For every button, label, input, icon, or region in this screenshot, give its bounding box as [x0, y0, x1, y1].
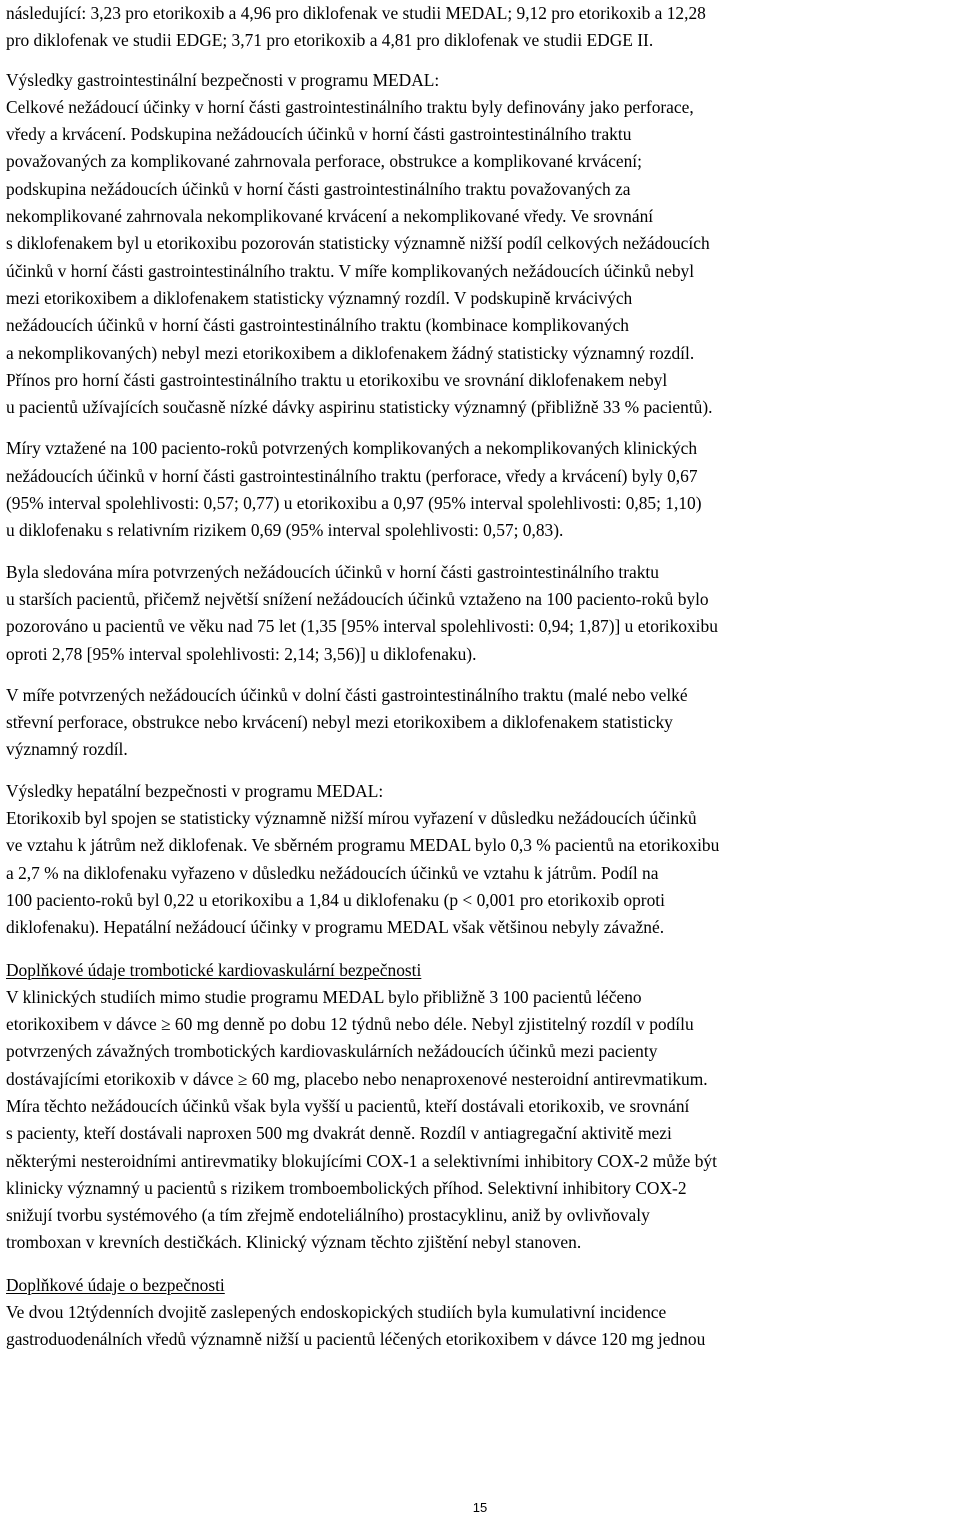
text-line: pozorováno u pacientů ve věku nad 75 let (1,35 [95% interval spolehlivosti: 0,94; 1,87)] u etorikoxibu	[6, 616, 718, 637]
paragraph	[6, 0, 956, 55]
page-number: 15	[472, 1500, 488, 1515]
text-line: gastroduodenálních vředů významně nižší u pacientů léčených etorikoxibem v dávce 120 mg jednou	[6, 1329, 706, 1350]
section-additional-safety	[6, 1272, 956, 1354]
text-line: a nekomplikovaných) nebyl mezi etorikoxibem a diklofenakem žádný statisticky významný rozdíl.	[6, 342, 695, 363]
text-line: u starších pacientů, přičemž největší snížení nežádoucích účinků vztaženo na 100 paciento-roků bylo	[6, 588, 709, 609]
text-line: ve vztahu k játrům než diklofenak. Ve sběrném programu MEDAL bylo 0,3 % pacientů na etorikoxibu	[6, 835, 720, 856]
paragraph	[6, 559, 956, 668]
text-line: účinků v horní části gastrointestinálního traktu. V míře komplikovaných nežádoucích účinků nebyl	[6, 260, 695, 281]
text-line: Etorikoxib byl spojen se statisticky významně nižší mírou vyřazení v důsledku nežádoucích účinků	[6, 808, 697, 829]
text-line: u diklofenaku s relativním rizikem 0,69 (95% interval spolehlivosti: 0,57; 0,83).	[6, 520, 564, 541]
text-line: Míry vztažené na 100 paciento-roků potvrzených komplikovaných a nekomplikovaných klinických	[6, 438, 698, 459]
text-line: dostávajícími etorikoxib v dávce ≥ 60 mg, placebo nebo nenaproxenové nesteroidní antirevmatikum.	[6, 1068, 708, 1089]
text-line: Celkové nežádoucí účinky v horní části gastrointestinálního traktu byly definovány jako perforace,	[6, 96, 694, 117]
text-line: 100 paciento-roků byl 0,22 u etorikoxibu a 1,84 u diklofenaku (p < 0,001 pro etorikoxib oproti	[6, 889, 665, 910]
text-line: tromboxan v krevních destičkách. Klinický význam těchto zjištění nebyl stanoven.	[6, 1232, 582, 1253]
text-line: střevní perforace, obstrukce nebo krvácení) nebyl mezi etorikoxibem a diklofenakem statisticky	[6, 712, 673, 733]
text-line: nežádoucích účinků v horní části gastrointestinálního traktu (perforace, vředy a krvácení) byly 0,67	[6, 465, 698, 486]
section-thrombotic-cv-safety	[6, 957, 956, 1257]
text-line: s pacienty, kteří dostávali naproxen 500 mg dvakrát denně. Rozdíl v antiagregační aktivitě mezi	[6, 1123, 672, 1144]
section-heading: Doplňkové údaje trombotické kardiovaskulární bezpečnosti	[6, 959, 422, 980]
text-line: některými nesteroidními antirevmatiky blokujícími COX-1 a selektivními inhibitory COX-2 může být	[6, 1150, 717, 1171]
paragraph	[6, 682, 956, 764]
paragraph	[6, 67, 956, 422]
text-line: potvrzených závažných trombotických kardiovaskulárních nežádoucích účinků mezi pacienty	[6, 1041, 658, 1062]
text-line: oproti 2,78 [95% interval spolehlivosti: 2,14; 3,56)] u diklofenaku).	[6, 643, 477, 664]
text-line: Výsledky hepatální bezpečnosti v programu MEDAL:	[6, 780, 384, 801]
text-line: pro diklofenak ve studii EDGE; 3,71 pro etorikoxib a 4,81 pro diklofenak ve studii EDGE II.	[6, 30, 654, 51]
text-line: mezi etorikoxibem a diklofenakem statisticky významný rozdíl. V podskupině krvácivých	[6, 287, 633, 308]
text-line: nekomplikované zahrnovala nekomplikované krvácení a nekomplikované vředy. Ve srovnání	[6, 206, 654, 227]
text-line: snižují tvorbu systémového (a tím zřejmě endoteliálního) prostacyklinu, aniž by ovlivňovaly	[6, 1205, 650, 1226]
text-line: Ve dvou 12týdenních dvojitě zaslepených endoskopických studiích byla kumulativní incidence	[6, 1302, 667, 1323]
text-line: nežádoucích účinků v horní části gastrointestinálního traktu (kombinace komplikovaných	[6, 315, 629, 336]
section-heading: Doplňkové údaje o bezpečnosti	[6, 1274, 225, 1295]
text-line: Přínos pro horní části gastrointestinálního traktu u etorikoxibu ve srovnání diklofenakem nebyl	[6, 369, 668, 390]
text-line: významný rozdíl.	[6, 739, 128, 760]
text-line: diklofenaku). Hepatální nežádoucí účinky v programu MEDAL však většinou nebyly závažné.	[6, 917, 665, 938]
text-line: vředy a krvácení. Podskupina nežádoucích účinků v horní části gastrointestinálního traktu	[6, 124, 632, 145]
text-line: podskupina nežádoucích účinků v horní části gastrointestinálního traktu považovaných za	[6, 178, 631, 199]
text-line: V klinických studiích mimo studie programu MEDAL bylo přibližně 3 100 pacientů léčeno	[6, 986, 642, 1007]
text-line: Byla sledována míra potvrzených nežádoucích účinků v horní části gastrointestinálního traktu	[6, 561, 659, 582]
text-line: Míra těchto nežádoucích účinků však byla vyšší u pacientů, kteří dostávali etorikoxib, ve srovnání	[6, 1095, 690, 1116]
text-line: etorikoxibem v dávce ≥ 60 mg denně po dobu 12 týdnů nebo déle. Nebyl zjistitelný rozdíl v podílu	[6, 1014, 694, 1035]
text-line: klinicky významný u pacientů s rizikem tromboembolických příhod. Selektivní inhibitory COX-2	[6, 1177, 687, 1198]
text-line: Výsledky gastrointestinální bezpečnosti v programu MEDAL:	[6, 69, 440, 90]
text-line: považovaných za komplikované zahrnovala perforace, obstrukce a komplikované krvácení;	[6, 151, 642, 172]
text-line: s diklofenakem byl u etorikoxibu pozorován statisticky významně nižší podíl celkových nežádoucích	[6, 233, 710, 254]
text-line: V míře potvrzených nežádoucích účinků v dolní části gastrointestinálního traktu (malé nebo velké	[6, 684, 688, 705]
paragraph	[6, 435, 956, 544]
text-line: a 2,7 % na diklofenaku vyřazeno v důsledku nežádoucích účinků ve vztahu k játrům. Podíl na	[6, 862, 659, 883]
text-line: (95% interval spolehlivosti: 0,57; 0,77) u etorikoxibu a 0,97 (95% interval spolehlivosti: 0,85; 1,10)	[6, 493, 702, 514]
text-line: u pacientů užívajících současně nízké dávky aspirinu statisticky významný (přibližně 33 % pacientů).	[6, 397, 713, 418]
text-line: následující: 3,23 pro etorikoxib a 4,96 pro diklofenak ve studii MEDAL; 9,12 pro etorikoxib a 12,28	[6, 3, 706, 23]
paragraph	[6, 778, 956, 942]
document-page	[6, 0, 956, 1354]
